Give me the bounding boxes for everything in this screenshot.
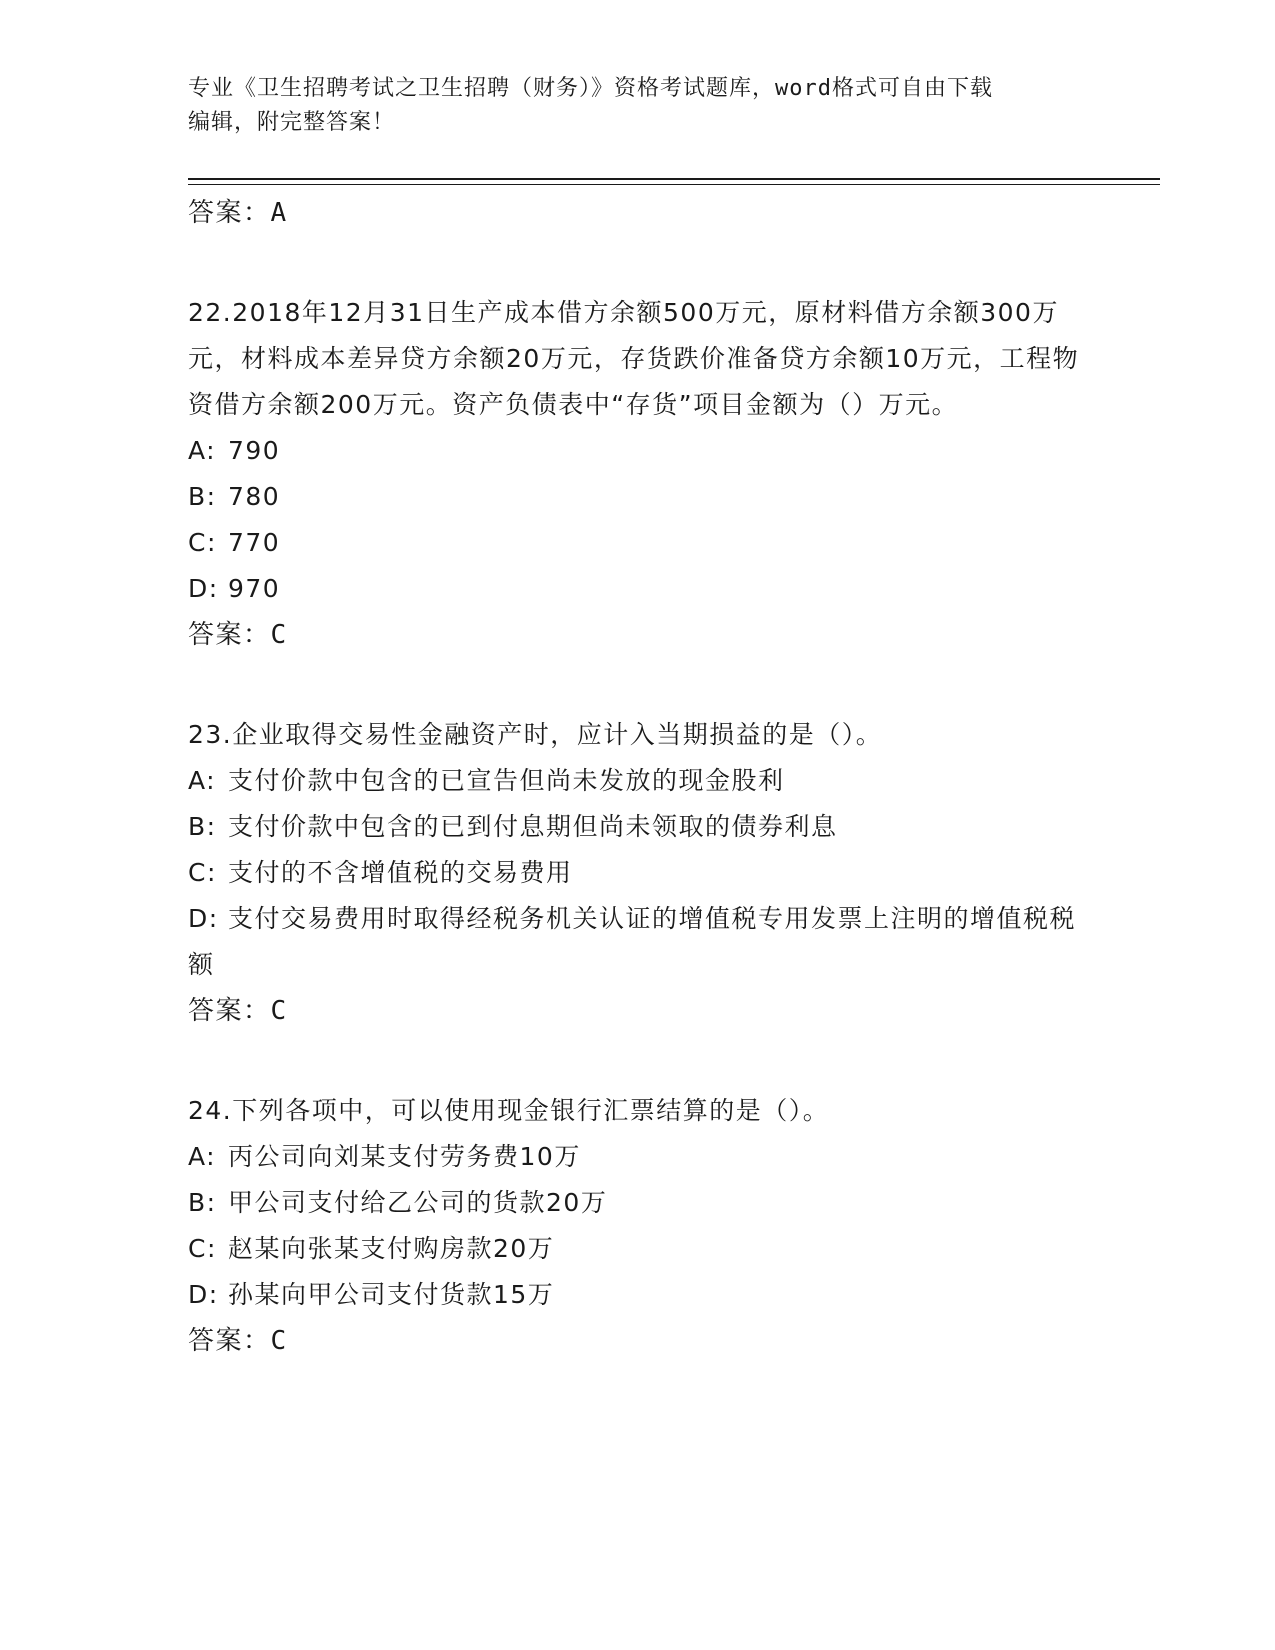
header-divider-thick (188, 178, 1160, 180)
answer-label: 答案： (188, 198, 271, 228)
option-d: D: 孙某向甲公司支付货款15万 (188, 1280, 555, 1309)
question-stem: 22.2018年12月31日生产成本借方余额500万元，原材料借方余额300万元，材料成本差异贷方余额20万元，存货跌价准备贷方余额10万元，工程物资借方余额200万元。资产负债表中“存货”项目金额为（）万元。 (188, 298, 1080, 419)
answer-label: 答案： (188, 996, 271, 1026)
answer-label: 答案： (188, 1326, 271, 1356)
answer-value: C (270, 1326, 288, 1356)
option-a: A: 丙公司向刘某支付劳务费10万 (188, 1142, 581, 1171)
option-c: C: 赵某向张某支付购房款20万 (188, 1234, 555, 1263)
question-22 (188, 290, 1088, 658)
option-b: B: 780 (188, 482, 281, 511)
option-d: D: 970 (188, 574, 281, 603)
option-a: A: 支付价款中包含的已宣告但尚未发放的现金股利 (188, 766, 785, 795)
answer-value: C (270, 620, 288, 650)
header-line-2: 编辑，附完整答案！ (188, 110, 396, 135)
header-divider-thin (188, 184, 1160, 185)
option-c: C: 770 (188, 528, 281, 557)
header-line-1: 专业《卫生招聘考试之卫生招聘（财务）》资格考试题库，word格式可自由下载 (188, 76, 993, 101)
document-header (188, 72, 1088, 140)
answer-value: A (270, 198, 288, 228)
question-23 (188, 712, 1088, 1034)
previous-answer (188, 190, 1088, 236)
option-b: B: 支付价款中包含的已到付息期但尚未领取的债券利息 (188, 812, 838, 841)
question-answer (188, 1318, 1088, 1364)
option-b: B: 甲公司支付给乙公司的货款20万 (188, 1188, 608, 1217)
answer-label: 答案： (188, 620, 271, 650)
option-a: A: 790 (188, 436, 281, 465)
question-24 (188, 1088, 1088, 1364)
question-content (188, 190, 1088, 1364)
question-answer (188, 988, 1088, 1034)
question-answer (188, 612, 1088, 658)
option-c: C: 支付的不含增值税的交易费用 (188, 858, 573, 887)
question-stem: 24.下列各项中，可以使用现金银行汇票结算的是（）。 (188, 1096, 830, 1125)
answer-value: C (270, 996, 288, 1026)
option-d: D: 支付交易费用时取得经税务机关认证的增值税专用发票上注明的增值税税额 (188, 904, 1077, 979)
question-stem: 23.企业取得交易性金融资产时，应计入当期损益的是（）。 (188, 720, 883, 749)
